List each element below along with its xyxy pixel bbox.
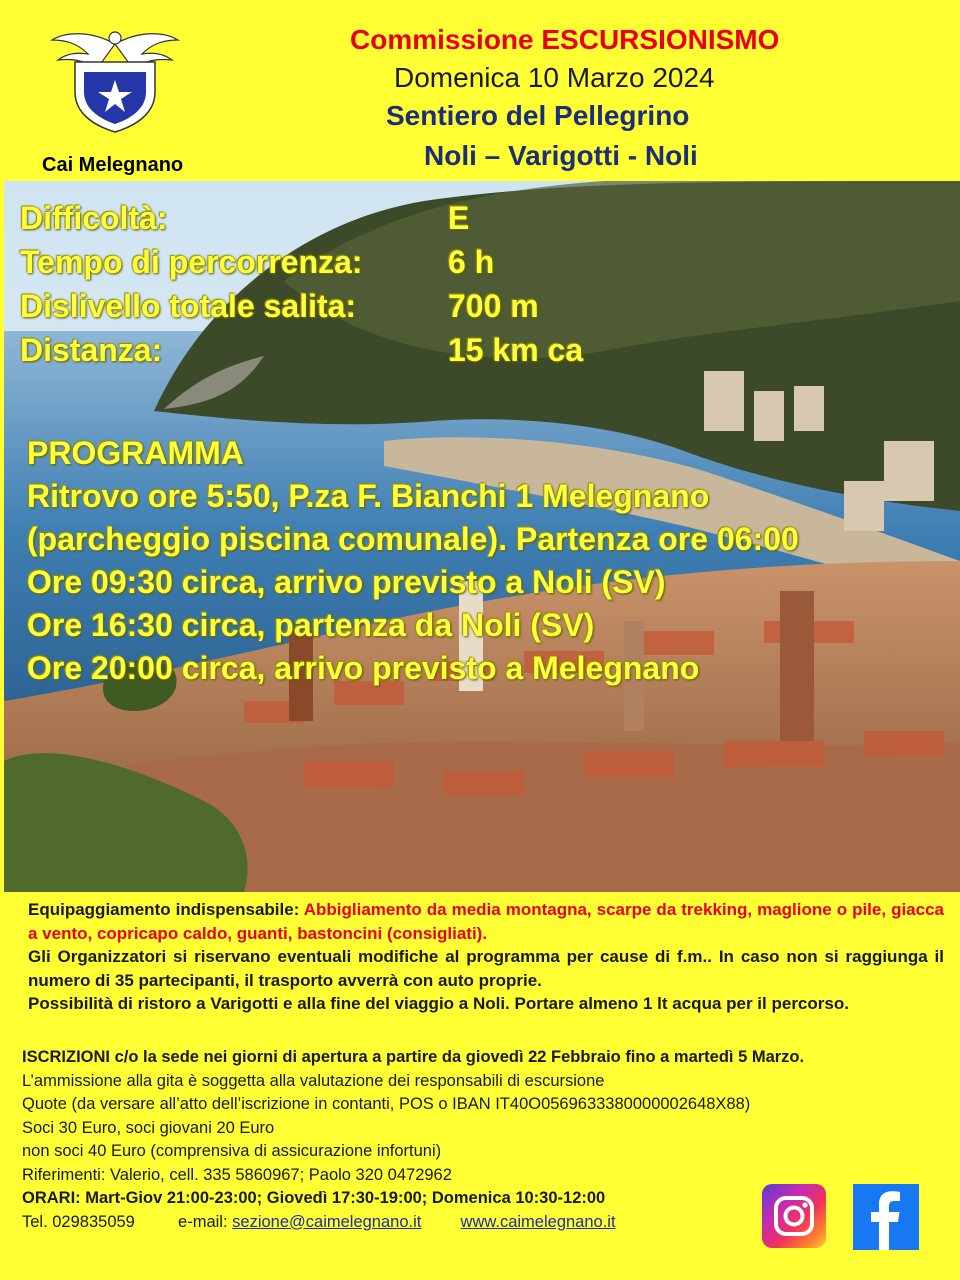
programma-line: Ore 16:30 circa, partenza da Noli (SV) [27,607,595,643]
organizers-note: Gli Organizzatori si riservano eventuali modifiche al programma per cause di f.m.. In caso non si raggiunga il numero di 35 partecipanti, il trasporto avverrà con auto proprie. [28,947,944,990]
website-link[interactable]: www.caimelegnano.it [460,1212,616,1231]
section-name: Cai Melegnano [42,154,184,176]
equipment-label: Equipaggiamento indispensabile: [28,900,300,919]
admission-note: L’ammissione alla gita è soggetta alla valutazione dei responsabili di escursione [22,1071,605,1090]
programma-line: Ritrovo ore 5:50, P.za F. Bianchi 1 Melegnano [27,478,710,514]
email-label: e-mail: [178,1212,228,1231]
ristoro-note: Possibilità di ristoro a Varigotti e alla fine del viaggio a Noli. Portare almeno 1 lt acqua per il percorso. [28,994,849,1013]
cai-logo [50,22,180,137]
contacts: Riferimenti: Valerio, cell. 335 5860967; Paolo 320 0472962 [22,1165,452,1184]
trail-name: Sentiero del Pellegrino [386,100,690,131]
stat-label: Dislivello totale salita: [20,288,357,324]
stat-value: E [448,200,470,236]
commission-title: Commissione ESCURSIONISMO [350,24,780,55]
stat-label: Tempo di percorrenza: [20,244,363,280]
programma-line: (parcheggio piscina comunale). Partenza ore 06:00 [27,521,799,557]
equipment-note [28,898,944,945]
stat-label: Distanza: [20,332,163,368]
registration-headline: ISCRIZIONI c/o la sede nei giorni di apertura a partire da giovedì 22 Febbraio fino a martedì 5 Marzo. [22,1048,805,1066]
fees-note: Quote (da versare all’atto dell’iscrizione in contanti, POS o IBAN IT40O0569633380000002648X88) [22,1095,751,1113]
programma-line: Ore 09:30 circa, arrivo previsto a Noli (SV) [27,564,666,600]
stat-distance [20,328,583,372]
non-member-fees: non soci 40 Euro (comprensiva di assicurazione infortuni) [22,1142,442,1160]
facebook-icon[interactable] [853,1184,919,1250]
event-date: Domenica 10 Marzo 2024 [394,62,715,93]
opening-hours: ORARI: Mart-Giov 21:00-23:00; Giovedì 17:30-19:00; Domenica 10:30-12:00 [22,1189,606,1207]
equipment-text: Abbigliamento da media montagna, scarpe da trekking, maglione o pile, giacca a vento, copricapo caldo, guanti, bastoncini (consigliati). [28,900,944,943]
member-fees: Soci 30 Euro, soci giovani 20 Euro [22,1118,275,1137]
info-block [28,898,944,1016]
phone: Tel. 029835059 [22,1212,135,1231]
stat-elevation [20,284,583,328]
programma [27,432,799,690]
instagram-icon[interactable] [762,1184,826,1248]
email-link[interactable]: sezione@caimelegnano.it [232,1212,422,1231]
stat-value: 700 m [448,288,539,324]
stat-duration [20,240,583,284]
stat-difficulty [20,196,583,240]
programma-line: Ore 20:00 circa, arrivo previsto a Melegnano [27,650,700,686]
stat-value: 15 km ca [448,332,584,368]
trip-stats [20,196,583,372]
stat-label: Difficoltà: [20,200,168,236]
route: Noli – Varigotti - Noli [424,140,698,171]
stat-value: 6 h [448,244,495,280]
programma-title: PROGRAMMA [27,435,244,471]
